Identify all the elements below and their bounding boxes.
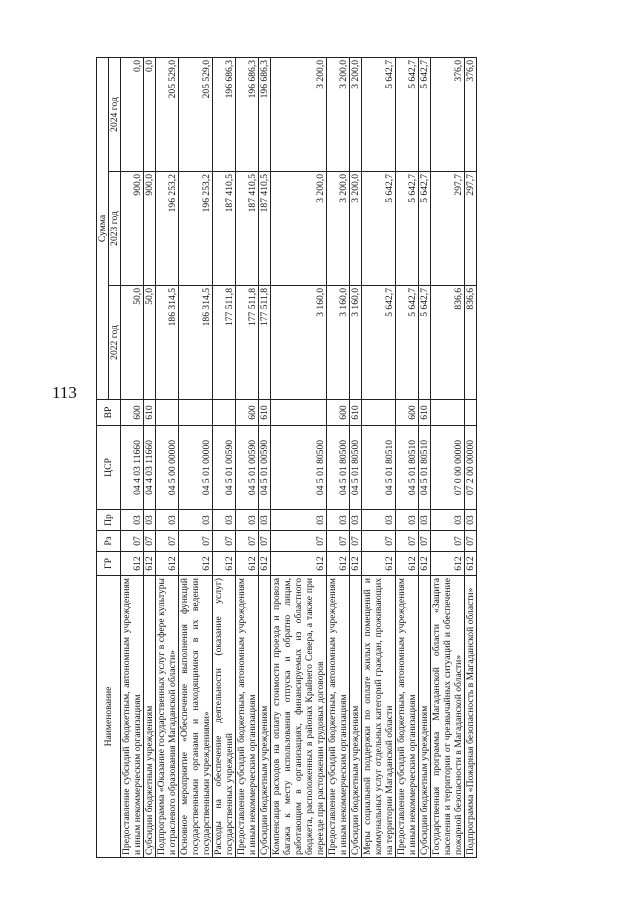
- cell-y2022: 50,0: [121, 286, 144, 400]
- cell-gr: 612: [144, 552, 156, 576]
- cell-y2022: 177 511,8: [213, 286, 236, 400]
- cell-pr: 03: [259, 510, 271, 531]
- cell-csr: 04 5 01 80510: [396, 426, 419, 510]
- cell-gr: 612: [465, 552, 477, 576]
- cell-csr: 04 5 01 00590: [259, 426, 271, 510]
- col-2023-header: 2023 год: [109, 172, 121, 286]
- cell-y2023: 3 200,0: [327, 172, 350, 286]
- cell-rz: 07: [121, 531, 144, 552]
- cell-csr: 04 5 01 80500: [327, 426, 350, 510]
- table-row: [144, 57, 156, 857]
- cell-y2024: 5 642,7: [419, 57, 431, 171]
- cell-y2022: 50,0: [144, 286, 156, 400]
- cell-y2023: 5 642,7: [396, 172, 419, 286]
- cell-name: Основное мероприятие «Обеспечение выполнения функций государственными органами и находящимися в их ведении государственными учреждениями»: [179, 576, 213, 858]
- cell-rz: 07: [350, 531, 362, 552]
- cell-csr: 04 5 01 80510: [362, 426, 396, 510]
- cell-gr: 612: [362, 552, 396, 576]
- cell-y2022: 5 642,7: [419, 286, 431, 400]
- col-rz-header: Рз: [97, 531, 121, 552]
- cell-rz: 07: [179, 531, 213, 552]
- cell-vr: [156, 400, 179, 426]
- cell-name: Компенсация расходов на оплату стоимости проезда и провоза багажа к месту использования отпуска и обратно лицам, работающим в организациях, финансируемых из областного бюджета, расположенных в районах Крайнего Севера, а также при переезде при расторжении трудовых договоров: [271, 576, 327, 858]
- cell-pr: 03: [465, 510, 477, 531]
- cell-y2022: 5 642,7: [362, 286, 396, 400]
- cell-y2024: 205 529,0: [156, 57, 179, 171]
- table-row: [362, 57, 396, 857]
- cell-gr: 612: [327, 552, 350, 576]
- cell-gr: 612: [431, 552, 465, 576]
- cell-pr: 03: [350, 510, 362, 531]
- cell-name: Расходы на обеспечение деятельности (оказание услуг) государственных учреждений: [213, 576, 236, 858]
- cell-rz: 07: [271, 531, 327, 552]
- cell-rz: 07: [236, 531, 259, 552]
- cell-vr: [362, 400, 396, 426]
- cell-rz: 07: [156, 531, 179, 552]
- cell-y2024: 3 200,0: [327, 57, 350, 171]
- cell-pr: 03: [179, 510, 213, 531]
- cell-gr: 612: [236, 552, 259, 576]
- cell-y2023: 900,0: [121, 172, 144, 286]
- cell-vr: 610: [350, 400, 362, 426]
- cell-rz: 07: [362, 531, 396, 552]
- cell-csr: 04 5 01 80510: [419, 426, 431, 510]
- cell-vr: 600: [396, 400, 419, 426]
- col-2024-header: 2024 год: [109, 57, 121, 171]
- cell-y2022: 186 314,5: [179, 286, 213, 400]
- cell-csr: 04 4 03 11660: [121, 426, 144, 510]
- cell-y2024: 196 686,3: [213, 57, 236, 171]
- cell-y2022: 3 160,0: [327, 286, 350, 400]
- table-row: [396, 57, 419, 857]
- table-row: [465, 57, 477, 857]
- table-row: [213, 57, 236, 857]
- table-row: [236, 57, 259, 857]
- cell-vr: 610: [259, 400, 271, 426]
- table-row: [156, 57, 179, 857]
- cell-y2024: 196 686,3: [259, 57, 271, 171]
- cell-pr: 03: [431, 510, 465, 531]
- table-row: [431, 57, 465, 857]
- cell-csr: 04 5 01 00590: [213, 426, 236, 510]
- table-row: [350, 57, 362, 857]
- cell-gr: 612: [213, 552, 236, 576]
- cell-pr: 03: [213, 510, 236, 531]
- cell-name: Меры социальной поддержки по оплате жилых помещений и коммунальных услуг отдельных категорий граждан, проживающих на территории Магаданской области: [362, 576, 396, 858]
- cell-pr: 03: [156, 510, 179, 531]
- cell-y2023: 187 410,5: [259, 172, 271, 286]
- cell-y2022: 3 160,0: [271, 286, 327, 400]
- cell-vr: [271, 400, 327, 426]
- table-row: [271, 57, 327, 857]
- cell-y2023: 3 200,0: [350, 172, 362, 286]
- cell-y2023: 196 253,2: [156, 172, 179, 286]
- cell-gr: 612: [396, 552, 419, 576]
- cell-csr: 04 4 03 11660: [144, 426, 156, 510]
- cell-vr: [431, 400, 465, 426]
- cell-vr: [179, 400, 213, 426]
- cell-y2024: 3 200,0: [271, 57, 327, 171]
- col-pr-header: Пр: [97, 510, 121, 531]
- cell-y2024: 376,0: [431, 57, 465, 171]
- cell-name: Подпрограмма «Пожарная безопасность в Магаданской области»: [465, 576, 477, 858]
- cell-csr: 04 5 01 80500: [350, 426, 362, 510]
- cell-rz: 07: [431, 531, 465, 552]
- cell-y2023: 196 253,2: [179, 172, 213, 286]
- cell-gr: 612: [419, 552, 431, 576]
- cell-name: Предоставление субсидий бюджетным, автономным учреждениям и иным некоммерческим организациям: [236, 576, 259, 858]
- cell-pr: 03: [236, 510, 259, 531]
- cell-csr: 07 2 00 00000: [465, 426, 477, 510]
- cell-pr: 03: [362, 510, 396, 531]
- cell-csr: 04 5 01 00000: [179, 426, 213, 510]
- cell-y2024: 3 200,0: [350, 57, 362, 171]
- cell-gr: 612: [259, 552, 271, 576]
- cell-vr: [213, 400, 236, 426]
- cell-name: Субсидии бюджетным учреждениям: [419, 576, 431, 858]
- cell-y2022: 177 511,8: [259, 286, 271, 400]
- cell-csr: 04 5 01 00590: [236, 426, 259, 510]
- col-sum-header: Сумма: [97, 57, 109, 399]
- col-vr-header: ВР: [97, 400, 121, 426]
- cell-csr: 04 5 01 80500: [271, 426, 327, 510]
- cell-y2023: 5 642,7: [362, 172, 396, 286]
- table-row: [327, 57, 350, 857]
- col-gr-header: ГР: [97, 552, 121, 576]
- cell-y2024: 0,0: [144, 57, 156, 171]
- cell-vr: [465, 400, 477, 426]
- cell-rz: 07: [213, 531, 236, 552]
- table-row: [121, 57, 144, 857]
- cell-gr: 612: [179, 552, 213, 576]
- col-csr-header: ЦСР: [97, 426, 121, 510]
- rotated-table-wrapper: [96, 58, 600, 858]
- cell-gr: 612: [350, 552, 362, 576]
- cell-name: Субсидии бюджетным учреждениям: [144, 576, 156, 858]
- cell-vr: 600: [121, 400, 144, 426]
- cell-rz: 07: [419, 531, 431, 552]
- cell-gr: 612: [156, 552, 179, 576]
- cell-y2023: 187 410,5: [236, 172, 259, 286]
- col-name-header: Наименование: [97, 576, 121, 858]
- cell-rz: 07: [396, 531, 419, 552]
- budget-table: [96, 57, 477, 858]
- cell-pr: 03: [144, 510, 156, 531]
- table-row: [419, 57, 431, 857]
- cell-pr: 03: [327, 510, 350, 531]
- cell-y2022: 186 314,5: [156, 286, 179, 400]
- cell-y2022: 836,6: [465, 286, 477, 400]
- cell-vr: 610: [419, 400, 431, 426]
- cell-name: Предоставление субсидий бюджетным, автономным учреждениям и иным некоммерческим организациям: [327, 576, 350, 858]
- cell-rz: 07: [327, 531, 350, 552]
- cell-vr: 600: [236, 400, 259, 426]
- cell-name: Государственная программа Магаданской области «Защита населения и территории от чрезвычайных ситуаций и обеспечение пожарной безопасности в Магаданской области»: [431, 576, 465, 858]
- cell-pr: 03: [121, 510, 144, 531]
- header-row: [97, 57, 109, 857]
- cell-y2022: 177 511,8: [236, 286, 259, 400]
- cell-y2022: 836,6: [431, 286, 465, 400]
- cell-pr: 03: [271, 510, 327, 531]
- cell-pr: 03: [419, 510, 431, 531]
- cell-vr: 600: [327, 400, 350, 426]
- cell-y2023: 187 410,5: [213, 172, 236, 286]
- cell-rz: 07: [465, 531, 477, 552]
- cell-name: Предоставление субсидий бюджетным, автономным учреждениям и иным некоммерческим организациям: [396, 576, 419, 858]
- table-row: [179, 57, 213, 857]
- cell-y2023: 5 642,7: [419, 172, 431, 286]
- cell-y2024: 196 686,3: [236, 57, 259, 171]
- cell-y2022: 5 642,7: [396, 286, 419, 400]
- cell-csr: 07 0 00 00000: [431, 426, 465, 510]
- page-number: 113: [52, 383, 77, 402]
- cell-y2023: 297,7: [431, 172, 465, 286]
- cell-gr: 612: [271, 552, 327, 576]
- cell-y2024: 0,0: [121, 57, 144, 171]
- cell-name: Предоставление субсидий бюджетным, автономным учреждениям и иным некоммерческим организациям: [121, 576, 144, 858]
- cell-name: Субсидии бюджетным учреждениям: [350, 576, 362, 858]
- cell-y2023: 297,7: [465, 172, 477, 286]
- table-row: [259, 57, 271, 857]
- cell-pr: 03: [396, 510, 419, 531]
- cell-rz: 07: [144, 531, 156, 552]
- col-2022-header: 2022 год: [109, 286, 121, 400]
- cell-y2023: 3 200,0: [271, 172, 327, 286]
- cell-y2024: 205 529,0: [179, 57, 213, 171]
- cell-name: Субсидии бюджетным учреждениям: [259, 576, 271, 858]
- cell-y2024: 376,0: [465, 57, 477, 171]
- cell-gr: 612: [121, 552, 144, 576]
- cell-vr: 610: [144, 400, 156, 426]
- cell-y2024: 5 642,7: [362, 57, 396, 171]
- cell-y2023: 900,0: [144, 172, 156, 286]
- cell-name: Подпрограмма «Оказание государственных услуг в сфере культуры и отраслевого образования Магаданской области»: [156, 576, 179, 858]
- cell-y2024: 5 642,7: [396, 57, 419, 171]
- cell-rz: 07: [259, 531, 271, 552]
- cell-csr: 04 5 00 00000: [156, 426, 179, 510]
- cell-y2022: 3 160,0: [350, 286, 362, 400]
